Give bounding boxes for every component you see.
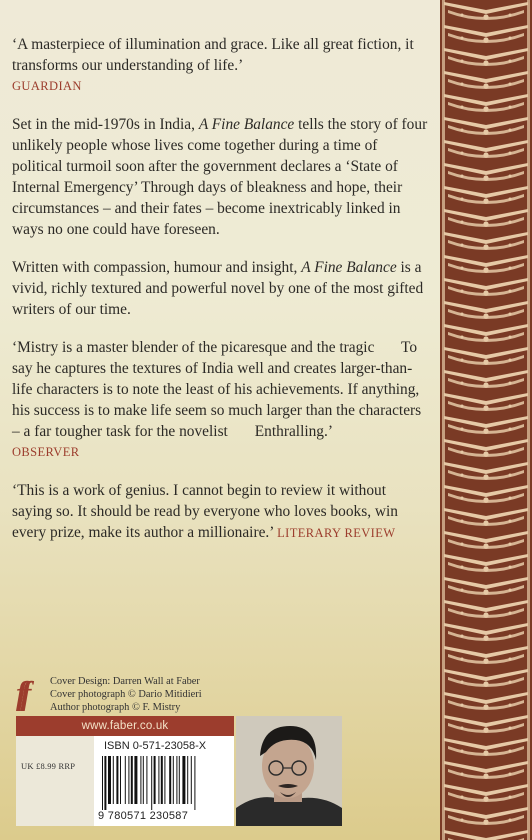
barcode-bar	[134, 756, 137, 804]
barcode-bar	[125, 756, 126, 804]
barcode-bar	[182, 756, 185, 804]
credit-lines	[50, 675, 202, 714]
barcode-bar	[173, 756, 174, 804]
price-label: UK £8.99 RRP	[21, 761, 76, 771]
blurb2-book-title: A Fine Balance	[301, 259, 397, 276]
barcode	[100, 756, 228, 810]
blurb-paragraph	[12, 114, 430, 240]
price-box	[16, 736, 94, 826]
observer-quote	[12, 337, 430, 463]
decorative-border	[440, 0, 532, 840]
barcode-bar	[113, 756, 114, 804]
barcode-bar	[179, 756, 180, 804]
blurb2-paragraph	[12, 257, 430, 320]
observer-quote-text: ‘Mistry is a master blender of the picaresque and the tragic To say he captures the textures of India well and creates larger-than-life characters is to note the least of his achievements. If anything, his success is to make life seem so much larger than the characters – a far tougher task for the novelist Enthralling.’	[12, 339, 425, 440]
barcode-bar	[151, 756, 152, 810]
observer-source: OBSERVER	[12, 445, 80, 459]
literary-quote-text: ‘This is a work of genius. I cannot begin to review it without saying so. It should be read by everyone who loves books, win every prize, make its author a millionaire.’	[12, 482, 398, 541]
blurb2-part2: is a vivid, richly textured and powerful novel by one of the most gifted writers of our time.	[12, 259, 424, 318]
guardian-quote-text: ‘A masterpiece of illumination and grace. Like all great fiction, it transforms our understanding of life.’	[12, 36, 414, 74]
barcode-box	[94, 736, 234, 826]
blurb-part2: tells the story of four unlikely people whose lives come together during a time of political turmoil soon after the government declares a ‘State of Internal Emergency’ Through days of bleakness and hope, their circumstances – and their fates – become inextricably linked in ways no one could have foreseen.	[12, 116, 428, 238]
barcode-bar	[187, 756, 188, 804]
credit-author-photo: Author photograph © F. Mistry	[50, 702, 181, 713]
barcode-bar	[194, 756, 195, 810]
barcode-bar	[128, 756, 129, 804]
barcode-bar	[102, 756, 103, 810]
barcode-bar	[140, 756, 141, 804]
guardian-quote	[12, 34, 430, 97]
border-pattern	[440, 0, 532, 840]
barcode-bar	[191, 756, 192, 804]
literary-source: LITERARY REVIEW	[277, 526, 396, 540]
publisher-website: www.faber.co.uk	[16, 716, 234, 736]
credit-cover-design: Cover Design: Darren Wall at Faber	[50, 676, 200, 687]
barcode-bar	[108, 756, 111, 804]
literary-review-quote	[12, 480, 430, 544]
faber-logo: ff	[16, 676, 26, 712]
barcode-bar	[158, 756, 159, 804]
blurb-book-title: A Fine Balance	[198, 116, 295, 133]
barcode-bar	[169, 756, 171, 804]
barcode-bar	[164, 756, 165, 804]
isbn-label: ISBN 0-571-23058-X	[104, 740, 207, 752]
barcode-bar	[146, 756, 147, 804]
barcode-bar	[131, 756, 133, 804]
blurb-part1: Set in the mid-1970s in India,	[12, 116, 199, 133]
barcode-bar	[154, 756, 156, 804]
barcode-bar	[104, 756, 106, 810]
barcode-bar	[176, 756, 177, 804]
author-portrait-image	[236, 716, 342, 826]
guardian-source: GUARDIAN	[12, 79, 82, 93]
author-photo	[236, 716, 342, 826]
barcode-bar	[161, 756, 163, 804]
barcode-bar	[143, 756, 144, 804]
barcode-bar	[116, 756, 118, 804]
cover-credits	[16, 675, 306, 715]
credit-cover-photo: Cover photograph © Dario Mitidieri	[50, 689, 202, 700]
blurb2-part1: Written with compassion, humour and insight,	[12, 259, 302, 276]
barcode-bar	[120, 756, 121, 804]
ean-digits: 9 780571 230587	[98, 810, 189, 822]
back-cover-text	[12, 34, 430, 561]
